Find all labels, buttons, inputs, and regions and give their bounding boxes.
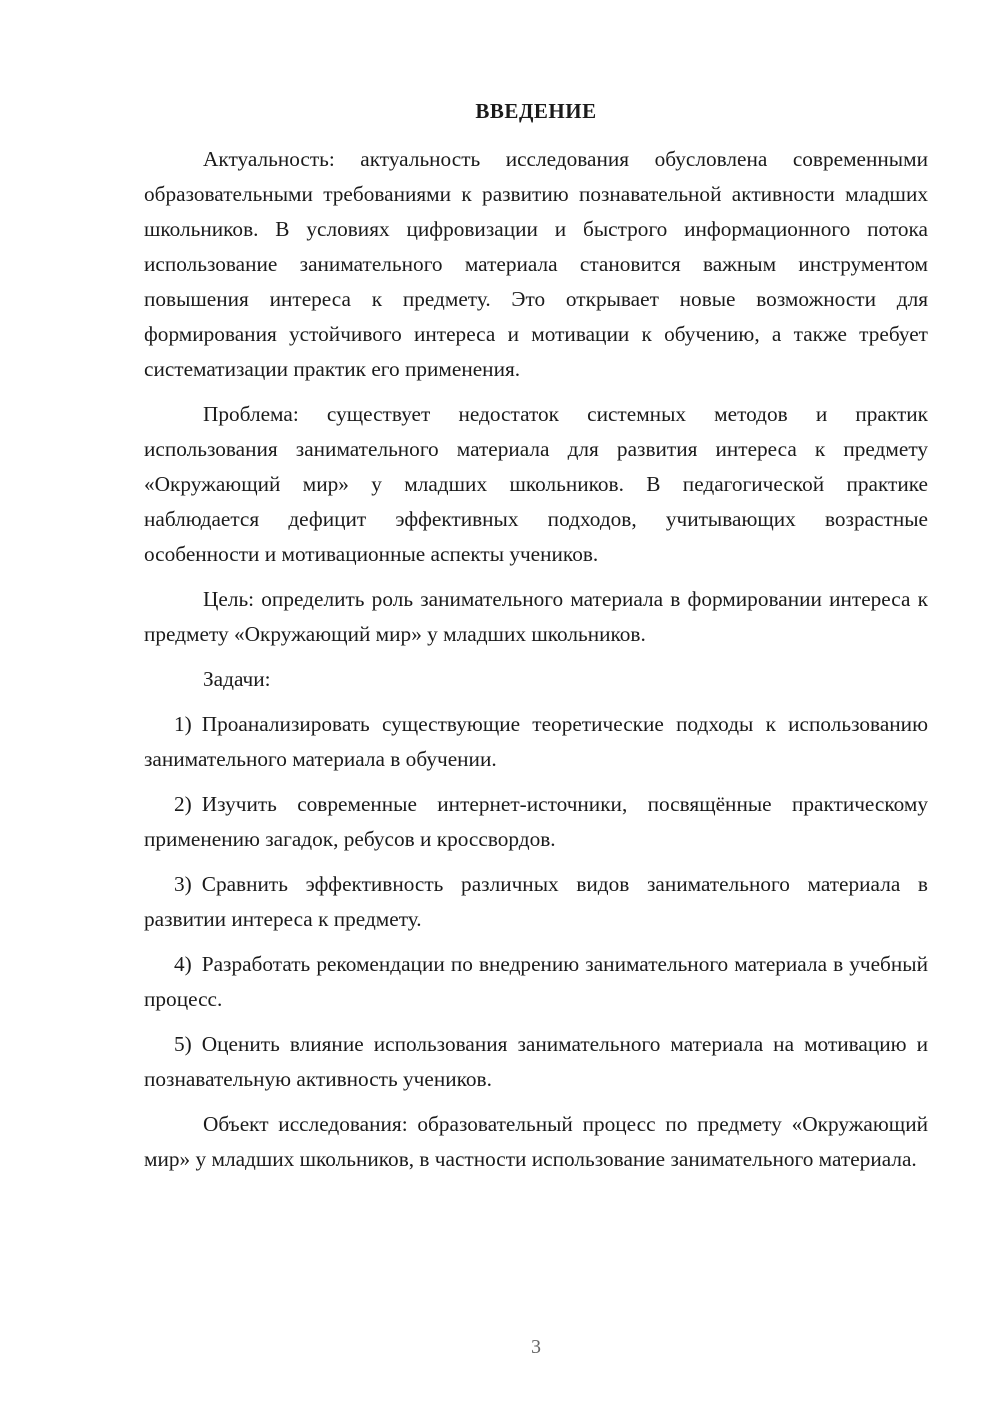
paragraph-goal: Цель: определить роль занимательного материала в формировании интереса к предмету «Окружающий мир» у младших школьников.: [144, 587, 928, 646]
list-item-text: Проанализировать существующие теоретические подходы к использованию занимательного материала в обучении.: [144, 712, 928, 771]
paragraph-relevance: Актуальность: актуальность исследования обусловлена современными образовательными требованиями к развитию познавательной активности младших школьников. В условиях цифровизации и быстрого информационного потока использование занимательного материала становится важным инструментом повышения интереса к предмету. Это открывает новые возможности для формирования устойчивого интереса и мотивации к обучению, а также требует систематизации практик его применения.: [144, 147, 928, 381]
section-heading: ВВЕДЕНИЕ: [475, 99, 597, 123]
list-item: [144, 707, 928, 777]
list-item: [144, 787, 928, 857]
page-number: 3: [531, 1336, 541, 1358]
list-item: [144, 867, 928, 937]
list-item: [144, 947, 928, 1017]
list-item-number: 1): [174, 712, 192, 736]
list-item-text: Разработать рекомендации по внедрению занимательного материала в учебный процесс.: [144, 952, 928, 1011]
list-item-text: Изучить современные интернет-источники, посвящённые практическому применению загадок, ребусов и кроссвордов.: [144, 792, 928, 851]
tasks-label: Задачи:: [203, 667, 271, 691]
list-item-number: 5): [174, 1032, 192, 1056]
tasks-list: [144, 707, 928, 1097]
document-body: [144, 142, 928, 1177]
list-item-text: Оценить влияние использования занимательного материала на мотивацию и познавательную активность учеников.: [144, 1032, 928, 1091]
paragraph-object: Объект исследования: образовательный процесс по предмету «Окружающий мир» у младших школьников, в частности использование занимательного материала.: [144, 1112, 928, 1171]
list-item-text: Сравнить эффективность различных видов занимательного материала в развитии интереса к предмету.: [144, 872, 928, 931]
list-item-number: 2): [174, 792, 192, 816]
list-item-number: 3): [174, 872, 192, 896]
list-item-number: 4): [174, 952, 192, 976]
list-item: [144, 1027, 928, 1097]
paragraph-problem: Проблема: существует недостаток системных методов и практик использования занимательного материала для развития интереса к предмету «Окружающий мир» у младших школьников. В педагогической практике наблюдается дефицит эффективных подходов, учитывающих возрастные особенности и мотивационные аспекты учеников.: [144, 402, 928, 566]
